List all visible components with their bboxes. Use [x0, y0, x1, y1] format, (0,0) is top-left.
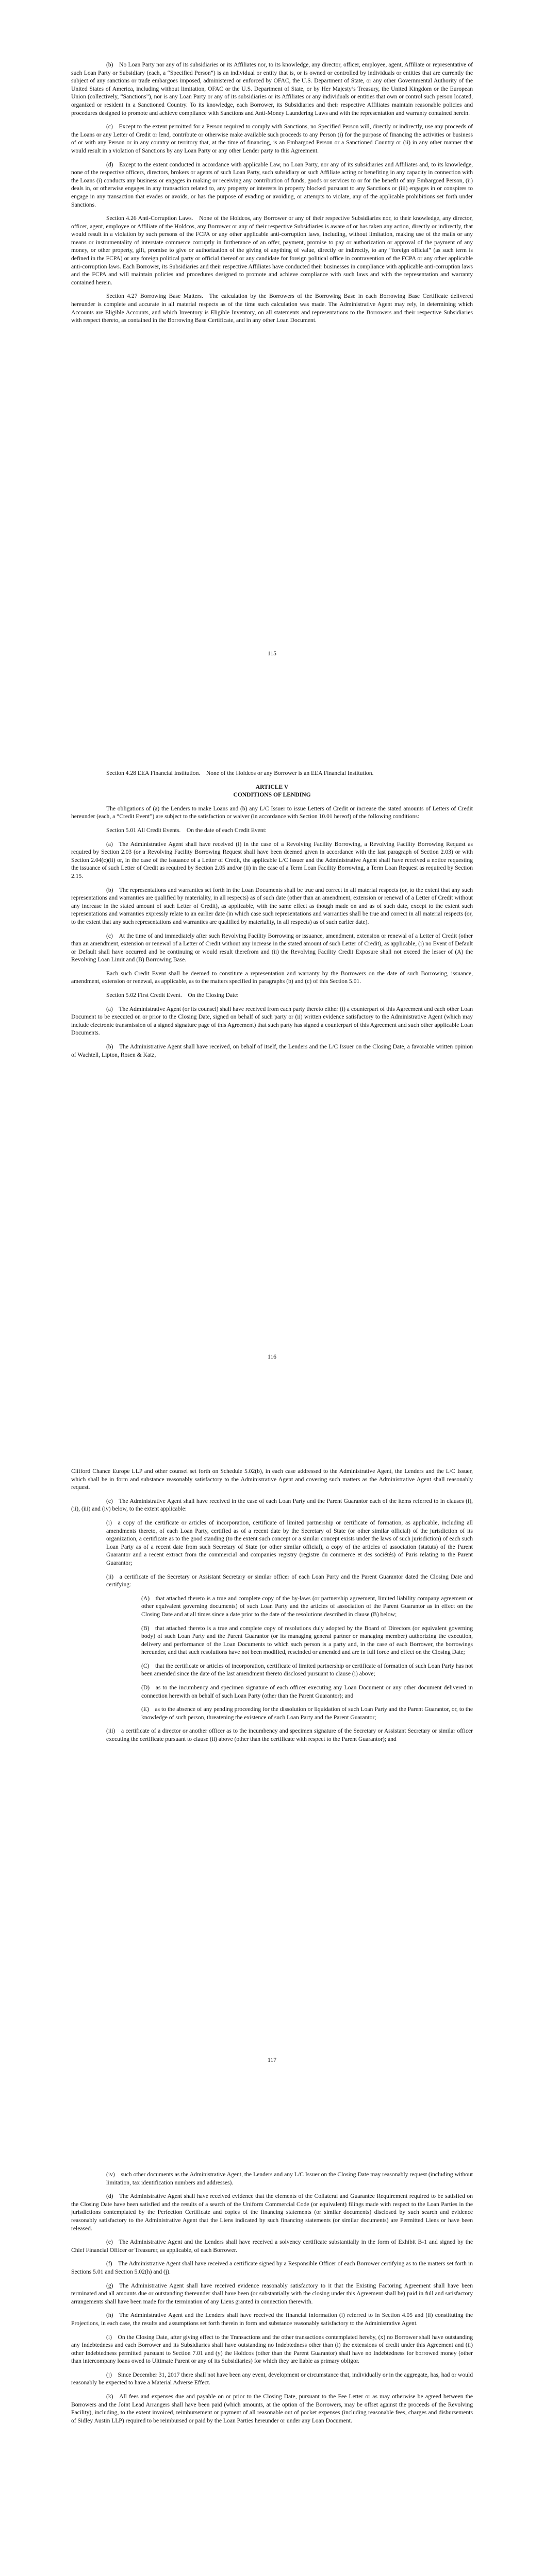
paragraph-5-02-j: (j) Since December 31, 2017 there shall not have been any event, development or circumstance that, individually or in the aggregate, has, had or would reasonably be expected to have a Material Adverse Effect.	[71, 2371, 473, 2386]
paragraph-5-01-b: (b) The representations and warranties set forth in the Loan Documents shall be true and correct in all material respects (or, to the extent that any such representations and warranties are qualified by materiality, in all respects) as of such date (other than an amendment, extension or renewal of a Letter of Credit without any increase in the stated amount of such Letter of Credit), as applicable, with the same effect as though made on and as of such date, except to the extent such representations and warranties expressly relate to an earlier date (in which case such representations and warranties shall be true and correct in all material respects (or, to the extent that any such representations and warranties are qualified by materiality, in all respects) as of such earlier date).	[71, 886, 473, 925]
page-number: 117	[268, 2057, 276, 2063]
paragraph-5-02-f: (f) The Administrative Agent shall have received a certificate signed by a Responsible Officer of each Borrower certifying as to the matters set forth in Sections 5.01 and Section 5.02(h) and (j).	[71, 2260, 473, 2275]
page-117	[0, 1406, 544, 2110]
paragraph-5-02-i: (i) On the Closing Date, after giving effect to the Transactions and the other transactions contemplated hereby, (x) no Borrower shall have outstanding any Indebtedness and each Borrower and its Subsidiaries shall have outstanding no Indebtedness other than (i) the extensions of credit under this Agreement and (ii) other Indebtedness permitted pursuant to Section 7.01 and (y) the Holdcos (other than the Parent Guarantor) shall have no Indebtedness for borrowed money (other than intercompany loans owed to Ultimate Parent or any of its Subsidiaries) for which they are liable as primary obligor.	[71, 2333, 473, 2365]
paragraph-5-02-c-ii-e: (E) as to the absence of any pending proceeding for the dissolution or liquidation of such Loan Party and the Parent Guarantor, or, to the knowledge of such person, threatening the existence of such Loan Party and the Parent Guarantor;	[141, 1706, 473, 1721]
paragraph-5-02-b: (b) The Administrative Agent shall have received, on behalf of itself, the Lenders and the L/C Issuer on the Closing Date, a favorable written opinion of Wachtell, Lipton, Rosen & Katz,	[71, 1043, 473, 1058]
page-115	[0, 0, 544, 703]
paragraph-5-02-k: (k) All fees and expenses due and payable on or prior to the Closing Date, pursuant to the Fee Letter or as may otherwise be agreed between the Borrowers and the Joint Lead Arrangers shall have been paid (which amounts, at the option of the Borrowers, may be offset against the proceeds of the Revolving Facility), including, to the extent invoiced, reimbursement or payment of all reasonable out of pocket expenses (including reasonable fees, charges and disbursements of Sidley Austin LLP) required to be reimbursed or paid by the Loan Parties hereunder or under any Loan Document.	[71, 2393, 473, 2424]
paragraph-5-02-c-ii-a: (A) that attached thereto is a true and complete copy of the by-laws (or partnership agreement, limited liability company agreement or other equivalent governing documents) of such Loan Party and the articles of association of the Parent Guarantor as in effect on the Closing Date and at all times since a date prior to the date of the resolutions described in clause (B) below;	[141, 1595, 473, 1618]
paragraph-sanctions-b: (b) No Loan Party nor any of its subsidiaries or its Affiliates nor, to its knowledge, any director, officer, employee, agent, Affiliate or representative of such Loan Party or Subsidiary (each, a “Specified Person”) is an individual or entity that is, or is owned or controlled by individuals or entities that are currently the subject of any sanctions or trade embargoes imposed, administered or enforced by OFAC, the U.S. Department of State, or any other Governmental Authority of the United States of America, including without limitation, OFAC or the U.S. Department of State, or by Her Majesty’s Treasury, the United Kingdom or the European Union (collectively, “Sanctions”), nor is any Loan Party or any of its subsidiaries or its Affiliates or any individuals or entities that own or control such person located, organized or resident in a Sanctioned Country. To its knowledge, each Borrower, its Subsidiaries and their respective Affiliates maintain reasonable policies and procedures designed to promote and achieve compliance with Sanctions and Anti-Money Laundering Laws and with the representation and warranty contained herein.	[71, 61, 473, 116]
page-body	[71, 1467, 473, 1749]
paragraph-5-02-a: (a) The Administrative Agent (or its counsel) shall have received from each party thereto either (i) a counterpart of this Agreement and each other Loan Document to be executed on or prior to the Closing Date, signed on behalf of such party or (ii) written evidence satisfactory to the Administrative Agent (which may include electronic transmission of a signed signature page of this Agreement) that such party has signed a counterpart of this Agreement and such other applicable Loan Documents.	[71, 1005, 473, 1037]
paragraph-section-4-28: Section 4.28 EEA Financial Institution. None of the Holdcos or any Borrower is an EEA Financial Institution.	[106, 770, 374, 776]
paragraph-5-02-c-i: (i) a copy of the certificate or articles of incorporation, certificate of limited partnership or certificate of formation, as applicable, including all amendments thereto, of each Loan Party, certified as of a recent date by the Secretary of State (or other similar official) of the jurisdiction of its organization, a certificate as to the good standing (to the extent such concept or a similar concept exists under the laws of such jurisdiction) of each such Loan Party as of a recent date from such Secretary of State (or other similar official), a copy of the articles of association (statuts) of the Parent Guarantor and a recent extract from the commercial and companies registry (registre du commerce et des sociétés) of Paris relating to the Parent Guarantor;	[106, 1519, 473, 1566]
paragraph-section-5-02: Section 5.02 First Credit Event. On the Closing Date:	[106, 992, 239, 999]
paragraph-sanctions-c: (c) Except to the extent permitted for a Person required to comply with Sanctions, no Specified Person will, directly or indirectly, use any proceeds of the Loans or any Letter of Credit or lend, contribute or otherwise make available such proceeds to any Person (i) for the purpose of financing the activities or business of or with any Person or in any country or territory that, at the time of financing, is an Embargoed Person or a Sanctioned Country or (ii) in any other manner that would result in a violation of Sanctions by any Loan Party or any other Lender party to this Agreement.	[71, 123, 473, 154]
paragraph-section-4-26: Section 4.26 Anti-Corruption Laws. None of the Holdcos, any Borrower or any of their respective Subsidiaries nor, to their knowledge, any director, officer, agent, employee or Affiliate of the Holdcos, any Borrower or any of their respective Subsidiaries is aware of or has taken any action, directly or indirectly, that would result in a violation by such persons of the FCPA or any other applicable anti-corruption laws, including, without limitation, making use of the mails or any means or instrumentality of interstate commerce corruptly in furtherance of an offer, payment, promise to pay or authorization or approval of the payment of any money, or other property, gift, promise to give or authorization of the giving of anything of value, directly or indirectly, to any “foreign official” (as such term is defined in the FCPA) or any foreign political party or official thereof or any candidate for foreign political office in contravention of the FCPA or any other applicable anti-corruption laws. Each Borrower, its Subsidiaries and their respective Affiliates have conducted their businesses in compliance with applicable anti-corruption laws and the FCPA and will maintain policies and procedures designed to promote and achieve compliance with such laws and with the representation and warranty contained herein.	[71, 215, 473, 286]
paragraph-section-4-27: Section 4.27 Borrowing Base Matters. The calculation by the Borrowers of the Borrowing Base in each Borrowing Base Certificate delivered hereunder is complete and accurate in all material respects as of the time such calculation was made. The Administrative Agent may rely, in determining which Accounts are Eligible Accounts, and which Inventory is Eligible Inventory, on all statements and representations to the Borrowers and their respective Subsidiaries with respect thereto, as contained in the Borrowing Base Certificate, and in any other Loan Document.	[71, 293, 473, 324]
paragraph-deemed-representation: Each such Credit Event shall be deemed to constitute a representation and warranty by the Borrowers on the date of such Borrowing, issuance, amendment, extension or renewal, as applicable, as to the matters specified in paragraphs (b) and (c) of this Section 5.01.	[71, 970, 473, 985]
paragraph-5-02-e: (e) The Administrative Agent and the Lenders shall have received a solvency certificate substantially in the form of Exhibit B-1 and signed by the Chief Financial Officer or Treasurer, as applicable, of each Borrower.	[71, 2239, 473, 2253]
paragraph-5-01-c: (c) At the time of and immediately after such Revolving Facility Borrowing or issuance, amendment, extension or renewal of a Letter of Credit (other than an amendment, extension or renewal of a Letter of Credit without any increase in the stated amount of such Letter of Credit), as applicable, (i) no Event of Default or Default shall have occurred and be continuing or would result therefrom and (ii) the Revolving Facility Credit Exposure shall not exceed the lesser of (A) the Revolving Loan Limit and (B) Borrowing Base.	[71, 932, 473, 963]
paragraph-5-02-c-iii: (iii) a certificate of a director or another officer as to the incumbency and specimen signature of the Secretary or Assistant Secretary or similar officer executing the certificate pursuant to clause (ii) above (other than the certificate with respect to the Parent Guarantor); and	[106, 1727, 473, 1743]
page-118	[0, 2110, 544, 2576]
article-title: CONDITIONS OF LENDING	[233, 791, 311, 799]
page-116	[0, 703, 544, 1406]
paragraph-5-02-c-ii: (ii) a certificate of the Secretary or Assistant Secretary or similar officer of each Loan Party and the Parent Guarantor dated the Closing Date and certifying:	[106, 1573, 473, 1588]
paragraph-opinion-continued: Clifford Chance Europe LLP and other counsel set forth on Schedule 5.02(b), in each case addressed to the Administrative Agent, the Lenders and the L/C Issuer, which shall be in form and substance reasonably satisfactory to the Administrative Agent and covering such matters as the Administrative Agent shall reasonably request.	[71, 1468, 473, 1491]
article-heading: ARTICLE V	[255, 783, 289, 790]
paragraph-5-02-g: (g) The Administrative Agent shall have received evidence reasonably satisfactory to it that the Existing Factoring Agreement shall have been terminated and all amounts due or outstanding thereunder shall have been (or substantially with the closing under this Agreement shall be) paid in full and satisfactory arrangements shall have been made for the termination of any Liens granted in connection therewith.	[71, 2282, 473, 2305]
paragraph-5-02-c-ii-c: (C) that the certificate or articles of incorporation, certificate of limited partnership or certificate of formation of such Loan Party has not been amended since the date of the last amendment thereto disclosed pursuant to clause (i) above;	[141, 1662, 473, 1677]
paragraph-5-02-c: (c) The Administrative Agent shall have received in the case of each Loan Party and the Parent Guarantor each of the items referred to in clauses (i), (ii), (iii) and (iv) below, to the extent applicable:	[71, 1497, 473, 1513]
paragraph-5-02-c-ii-b: (B) that attached thereto is a true and complete copy of resolutions duly adopted by the Board of Directors (or equivalent governing body) of such Loan Party and the Parent Guarantor (or its managing general partner or managing member) authorizing the execution, delivery and performance of the Loan Documents to which such person is a party and, in the case of each Borrower, the borrowings hereunder, and that such resolutions have not been modified, rescinded or amended and are in full force and effect on the Closing Date;	[141, 1624, 473, 1656]
paragraph-credit-event-intro: The obligations of (a) the Lenders to make Loans and (b) any L/C Issuer to issue Letters of Credit or increase the stated amounts of Letters of Credit hereunder (each, a “Credit Event”) are subject to the satisfaction or waiver (in accordance with Section 10.01 hereof) of the following conditions:	[71, 805, 473, 820]
page-body	[71, 769, 473, 1064]
paragraph-5-02-h: (h) The Administrative Agent and the Lenders shall have received the financial information (i) referred to in Section 4.05 and (ii) constituting the Projections, in each case, the results and assumptions set forth therein in form and substance reasonably satisfactory to the Administrative Agent.	[71, 2312, 473, 2327]
page-body	[71, 61, 473, 330]
page-number: 116	[268, 1353, 276, 1360]
paragraph-sanctions-d: (d) Except to the extent conducted in accordance with applicable Law, no Loan Party, nor any of its subsidiaries and Affiliates and, to its knowledge, none of the respective officers, directors, brokers or agents of such Loan Party, such subsidiary or such Affiliate acting or benefiting in any capacity in connection with the Loans (i) conducts any business or engages in making or receiving any contribution of funds, goods or services to or for the benefit of any Embargoed Person, (ii) deals in, or otherwise engages in any transaction related to, any property or interests in property blocked pursuant to any Sanctions or (iii) engages in or conspires to engage in any transaction that evades or avoids, or has the purpose of evading or avoiding, or attempts to violate, any of the applicable prohibitions set forth under Sanctions.	[71, 161, 473, 208]
paragraph-5-02-d: (d) The Administrative Agent shall have received evidence that the elements of the Collateral and Guarantee Requirement required to be satisfied on the Closing Date have been satisfied and the results of a search of the Uniform Commercial Code (or equivalent) filings made with respect to the Loan Parties in the jurisdictions contemplated by the Perfection Certificate and copies of the financing statements (or similar documents) disclosed by such search and evidence reasonably satisfactory to the Administrative Agent that the Liens indicated by such financing statements (or similar documents) are Permitted Liens or have been released.	[71, 2193, 473, 2232]
paragraph-5-02-c-iv: (iv) such other documents as the Administrative Agent, the Lenders and any L/C Issuer on the Closing Date may reasonably request (including without limitation, tax identification numbers and addresses).	[106, 2171, 473, 2186]
paragraph-5-01-a: (a) The Administrative Agent shall have received (i) in the case of a Revolving Facility Borrowing, a Revolving Facility Borrowing Request as required by Section 2.03 (or a Revolving Facility Borrowing Request shall have been deemed given in accordance with the last paragraph of Section 2.03) or with Section 2.04(c)(ii) or, in the case of the issuance of a Letter of Credit, the applicable L/C Issuer and the Administrative Agent shall have received a notice requesting the issuance of such Letter of Credit as required by Section 2.05 and/or (ii) in the case of a Term Loan Facility Borrowing, a Term Loan Request as required by Section 2.15.	[71, 840, 473, 879]
paragraph-section-5-01: Section 5.01 All Credit Events. On the date of each Credit Event:	[106, 826, 267, 834]
paragraph-5-02-c-ii-d: (D) as to the incumbency and specimen signature of each officer executing any Loan Document or any other document delivered in connection herewith on behalf of such Loan Party (other than the Parent Guarantor); and	[141, 1684, 473, 1699]
page-body	[71, 2171, 473, 2430]
page-number: 115	[268, 650, 276, 657]
